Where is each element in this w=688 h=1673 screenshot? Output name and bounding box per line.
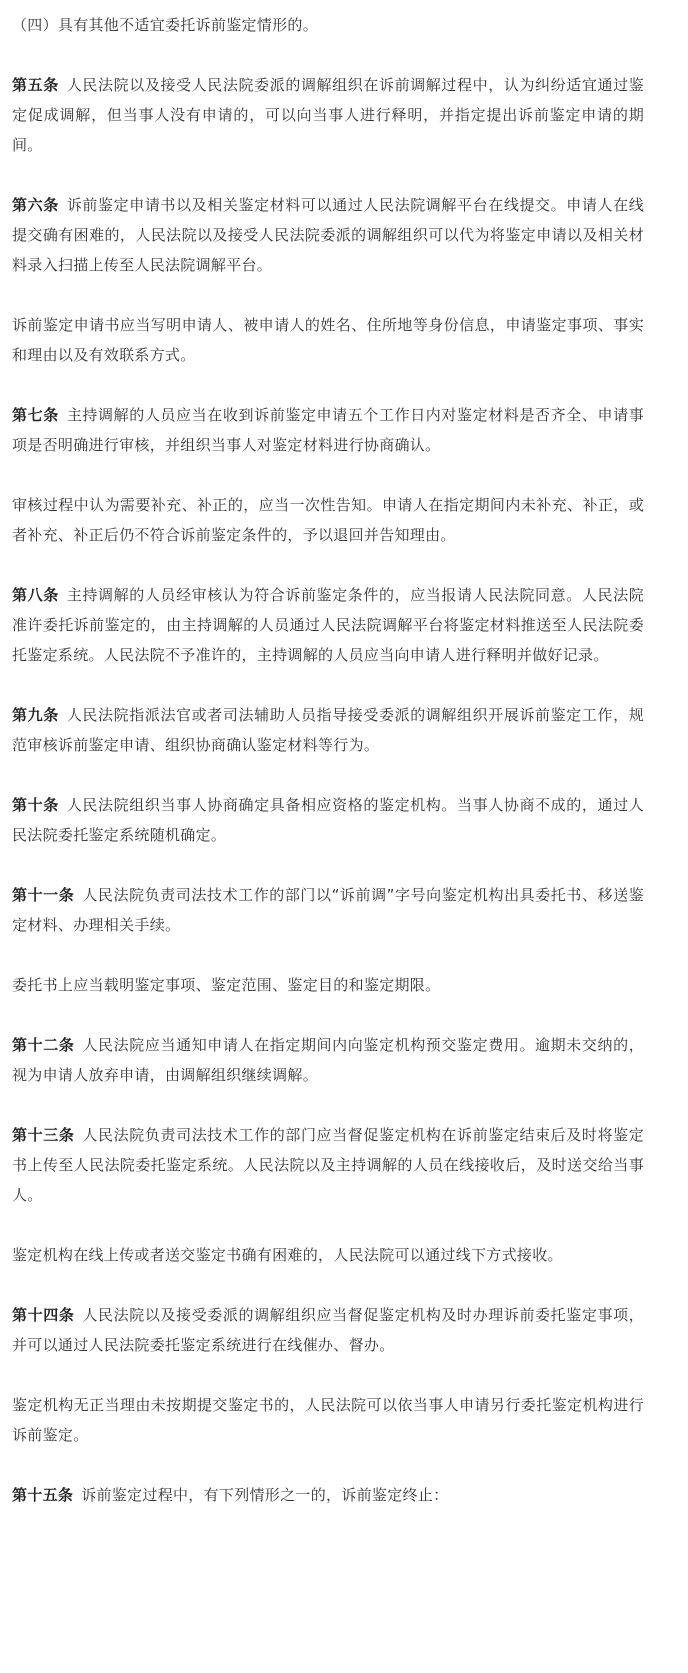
paragraph-text: 诉前鉴定申请书以及相关鉴定材料可以通过人民法院调解平台在线提交。申请人在线提交确有困难的，人民法院以及接受人民法院委派的调解组织可以代为将鉴定申请以及相关材料录入扫描上传至人民法院调解平台。 bbox=[12, 196, 644, 274]
paragraph bbox=[12, 1120, 644, 1210]
paragraph bbox=[12, 310, 644, 370]
paragraph bbox=[12, 1240, 644, 1270]
paragraph-text: （四）具有其他不适宜委托诉前鉴定情形的。 bbox=[12, 16, 319, 34]
paragraph-text: 鉴定机构无正当理由未按期提交鉴定书的，人民法院可以依当事人申请另行委托鉴定机构进行诉前鉴定。 bbox=[12, 1396, 644, 1444]
paragraph-text: 鉴定机构在线上传或者送交鉴定书确有困难的，人民法院可以通过线下方式接收。 bbox=[12, 1246, 563, 1264]
paragraph-text: 人民法院以及接受人民法院委派的调解组织在诉前调解过程中，认为纠纷适宜通过鉴定促成调解，但当事人没有申请的，可以向当事人进行释明，并指定提出诉前鉴定申请的期间。 bbox=[12, 76, 644, 154]
paragraph-text: 人民法院负责司法技术工作的部门应当督促鉴定机构在诉前鉴定结束后及时将鉴定书上传至人民法院委托鉴定系统。人民法院以及主持调解的人员在线接收后，及时送交给当事人。 bbox=[12, 1126, 644, 1204]
paragraph bbox=[12, 400, 644, 460]
article-heading: 第十一条 bbox=[12, 886, 75, 904]
paragraph-text: 诉前鉴定过程中，有下列情形之一的，诉前鉴定终止： bbox=[81, 1486, 449, 1504]
paragraph bbox=[12, 580, 644, 670]
paragraph bbox=[12, 1030, 644, 1090]
paragraph bbox=[12, 490, 644, 550]
paragraph bbox=[12, 700, 644, 760]
article-heading: 第十四条 bbox=[12, 1306, 75, 1324]
paragraph-text: 人民法院应当通知申请人在指定期间内向鉴定机构预交鉴定费用。逾期未交纳的，视为申请人放弃申请，由调解组织继续调解。 bbox=[12, 1036, 644, 1084]
article-heading: 第七条 bbox=[12, 406, 59, 424]
paragraph bbox=[12, 10, 644, 40]
article-heading: 第八条 bbox=[12, 586, 59, 604]
article-heading: 第十三条 bbox=[12, 1126, 75, 1144]
article-heading: 第五条 bbox=[12, 76, 59, 94]
paragraph-text: 人民法院负责司法技术工作的部门以“诉前调”字号向鉴定机构出具委托书、移送鉴定材料、办理相关手续。 bbox=[12, 886, 644, 934]
article-heading: 第十二条 bbox=[12, 1036, 75, 1054]
paragraph bbox=[12, 790, 644, 850]
paragraph bbox=[12, 970, 644, 1000]
article-heading: 第十条 bbox=[12, 796, 59, 814]
paragraph-text: 人民法院以及接受委派的调解组织应当督促鉴定机构及时办理诉前委托鉴定事项，并可以通过人民法院委托鉴定系统进行在线催办、督办。 bbox=[12, 1306, 644, 1354]
article-heading: 第十五条 bbox=[12, 1486, 74, 1504]
paragraph bbox=[12, 880, 644, 940]
paragraph bbox=[12, 190, 644, 280]
paragraph bbox=[12, 70, 644, 160]
paragraph-text: 主持调解的人员经审核认为符合诉前鉴定条件的，应当报请人民法院同意。人民法院准许委托诉前鉴定的，由主持调解的人员通过人民法院调解平台将鉴定材料推送至人民法院委托鉴定系统。人民法院不予准许的，主持调解的人员应当向申请人进行释明并做好记录。 bbox=[12, 586, 644, 664]
paragraph bbox=[12, 1300, 644, 1360]
paragraph-text: 主持调解的人员应当在收到诉前鉴定申请五个工作日内对鉴定材料是否齐全、申请事项是否明确进行审核，并组织当事人对鉴定材料进行协商确认。 bbox=[12, 406, 644, 454]
article-heading: 第六条 bbox=[12, 196, 59, 214]
paragraph bbox=[12, 1480, 644, 1510]
paragraph-text: 人民法院指派法官或者司法辅助人员指导接受委派的调解组织开展诉前鉴定工作，规范审核诉前鉴定申请、组织协商确认鉴定材料等行为。 bbox=[12, 706, 644, 754]
article-heading: 第九条 bbox=[12, 706, 59, 724]
paragraph-text: 委托书上应当载明鉴定事项、鉴定范围、鉴定目的和鉴定期限。 bbox=[12, 976, 441, 994]
paragraph-text: 人民法院组织当事人协商确定具备相应资格的鉴定机构。当事人协商不成的，通过人民法院委托鉴定系统随机确定。 bbox=[12, 796, 644, 844]
paragraph bbox=[12, 1390, 644, 1450]
article-body bbox=[12, 10, 644, 1510]
paragraph-text: 诉前鉴定申请书应当写明申请人、被申请人的姓名、住所地等身份信息，申请鉴定事项、事实和理由以及有效联系方式。 bbox=[12, 316, 644, 364]
paragraph-text: 审核过程中认为需要补充、补正的，应当一次性告知。申请人在指定期间内未补充、补正，或者补充、补正后仍不符合诉前鉴定条件的，予以退回并告知理由。 bbox=[12, 496, 644, 544]
